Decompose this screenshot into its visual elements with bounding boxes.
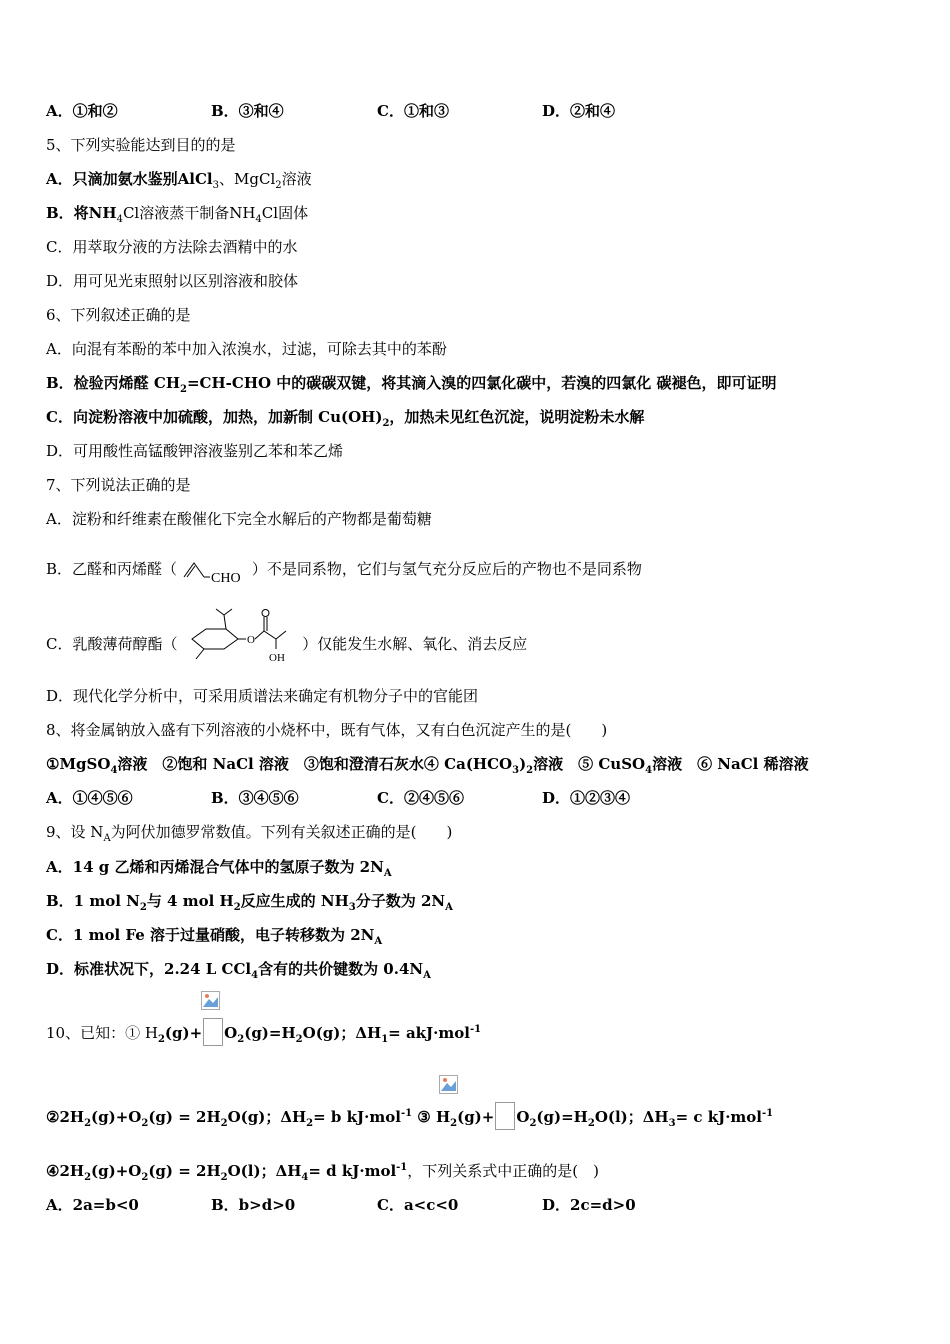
q9-option-d: D．标准状况下，2.24 L CCl$_4$含有的共价键数为 $0.4N_A$: [46, 960, 431, 981]
q7-option-b: B．乙醛和丙烯醛（ CHO ）不是同系物，它们与氢气充分反应后的产物也不是同系物: [46, 555, 642, 585]
q4-option-b: B．③和④: [211, 102, 284, 120]
q5-option-b: B．将$NH_4Cl$溶液蒸干制备$NH_4Cl$固体: [46, 204, 309, 225]
q8-option-c: C．②④⑤⑥: [377, 789, 464, 807]
q7-option-c: C．乳酸薄荷醇酯（ O OH ）仅能发生水解、氧化、消去反应: [46, 627, 527, 663]
q6-option-d: D．可用酸性高锰酸钾溶液鉴别乙苯和苯乙烯: [46, 442, 344, 460]
q10-option-b: B．b>d>0: [211, 1196, 296, 1214]
q10-option-d: D．2c=d>0: [542, 1196, 636, 1214]
q6-option-a: A．向混有苯酚的苯中加入浓溴水，过滤，可除去其中的苯酚: [46, 340, 447, 358]
fraction-image-placeholder-1: [203, 1018, 223, 1046]
q5-option-a: A．只滴加氨水鉴别AlCl$_3$、MgCl$_2$溶液: [46, 170, 312, 191]
q8-option-b: B．③④⑤⑥: [211, 789, 299, 807]
q5-option-c: C．用萃取分液的方法除去酒精中的水: [46, 238, 298, 256]
q10-line-1: 10、已知：① $H_2(g)+ O_2(g)=H_2O(g)$；$\Delta H_1= akJ\cdot mol^{-1}$: [46, 1018, 481, 1046]
acrolein-structure-icon: [182, 555, 252, 585]
q8-option-a: A．①④⑤⑥: [46, 789, 133, 807]
svg-text:O: O: [247, 634, 256, 646]
q6-option-b: B．检验丙烯醛 $CH_2=CH$-CHO 中的碳碳双键，将其滴入溴的四氯化碳中，若溴的四氯化 碳褪色，即可证明: [46, 374, 777, 395]
broken-image-icon-1: [201, 991, 220, 1010]
q7-option-d: D．现代化学分析中，可采用质谱法来确定有机物分子中的官能团: [46, 687, 479, 705]
q9-stem: 9、设 $N_A$为阿伏加德罗常数值。下列有关叙述正确的是( ): [46, 823, 453, 844]
q10-option-a: A．2a=b<0: [46, 1196, 139, 1214]
fraction-image-placeholder-2: [495, 1102, 515, 1130]
q10-line-2: $②2H_2(g)+O_2(g) = 2H_2O(g)$；$\Delta H_2= b$ kJ·mol$^{-1}$ ③ $H_2(g)+ O_2(g)=H_2O(l)$；$\Delta H_3= c$ kJ·mol$^{-1}$: [46, 1102, 773, 1130]
q8-items: ①MgSO$_4$溶液 ②饱和 NaCl 溶液 ③饱和澄清石灰水④ $Ca(HCO_3)_2$溶液 ⑤ CuSO$_4$溶液 ⑥ NaCl 稀溶液: [46, 755, 809, 776]
q8-stem: 8、将金属钠放入盛有下列溶液的小烧杯中，既有气体，又有白色沉淀产生的是( ): [46, 721, 608, 739]
q7-stem: 7、下列说法正确的是: [46, 476, 191, 494]
q7-option-a: A．淀粉和纤维素在酸催化下完全水解后的产物都是葡萄糖: [46, 510, 432, 528]
svg-text:OH: OH: [269, 652, 286, 663]
q5-stem: 5、下列实验能达到目的的是: [46, 136, 236, 154]
q9-option-a: A．14 g 乙烯和丙烯混合气体中的氢原子数为 $2N_A$: [46, 858, 392, 879]
q9-option-b: B．1 mol $N_2$与 4 mol $H_2$反应生成的 $NH_3$分子数为 $2N_A$: [46, 892, 453, 913]
q4-option-a: A．①和②: [46, 102, 118, 120]
q4-option-c: C．①和③: [377, 102, 449, 120]
q6-stem: 6、下列叙述正确的是: [46, 306, 191, 324]
menthyl-lactate-structure-icon: [182, 607, 302, 663]
q10-option-c: C．a<c<0: [377, 1196, 459, 1214]
svg-text:CHO: CHO: [210, 571, 241, 585]
q9-option-c: C．1 mol Fe 溶于过量硝酸，电子转移数为 $2N_A$: [46, 926, 383, 947]
broken-image-icon-2: [439, 1075, 458, 1094]
q10-line-3: $④2H_2(g)+O_2(g) = 2H_2O(l)$；$\Delta H_4= d$ kJ·mol$^{-1}$，下列关系式中正确的是( ): [46, 1162, 599, 1183]
q8-option-d: D．①②③④: [542, 789, 631, 807]
q5-option-d: D．用可见光束照射以区别溶液和胶体: [46, 272, 299, 290]
q6-option-c: C．向淀粉溶液中加硫酸，加热，加新制 $Cu(OH)_2$，加热未见红色沉淀，说明淀粉未水解: [46, 408, 645, 429]
q4-option-d: D．②和④: [542, 102, 616, 120]
